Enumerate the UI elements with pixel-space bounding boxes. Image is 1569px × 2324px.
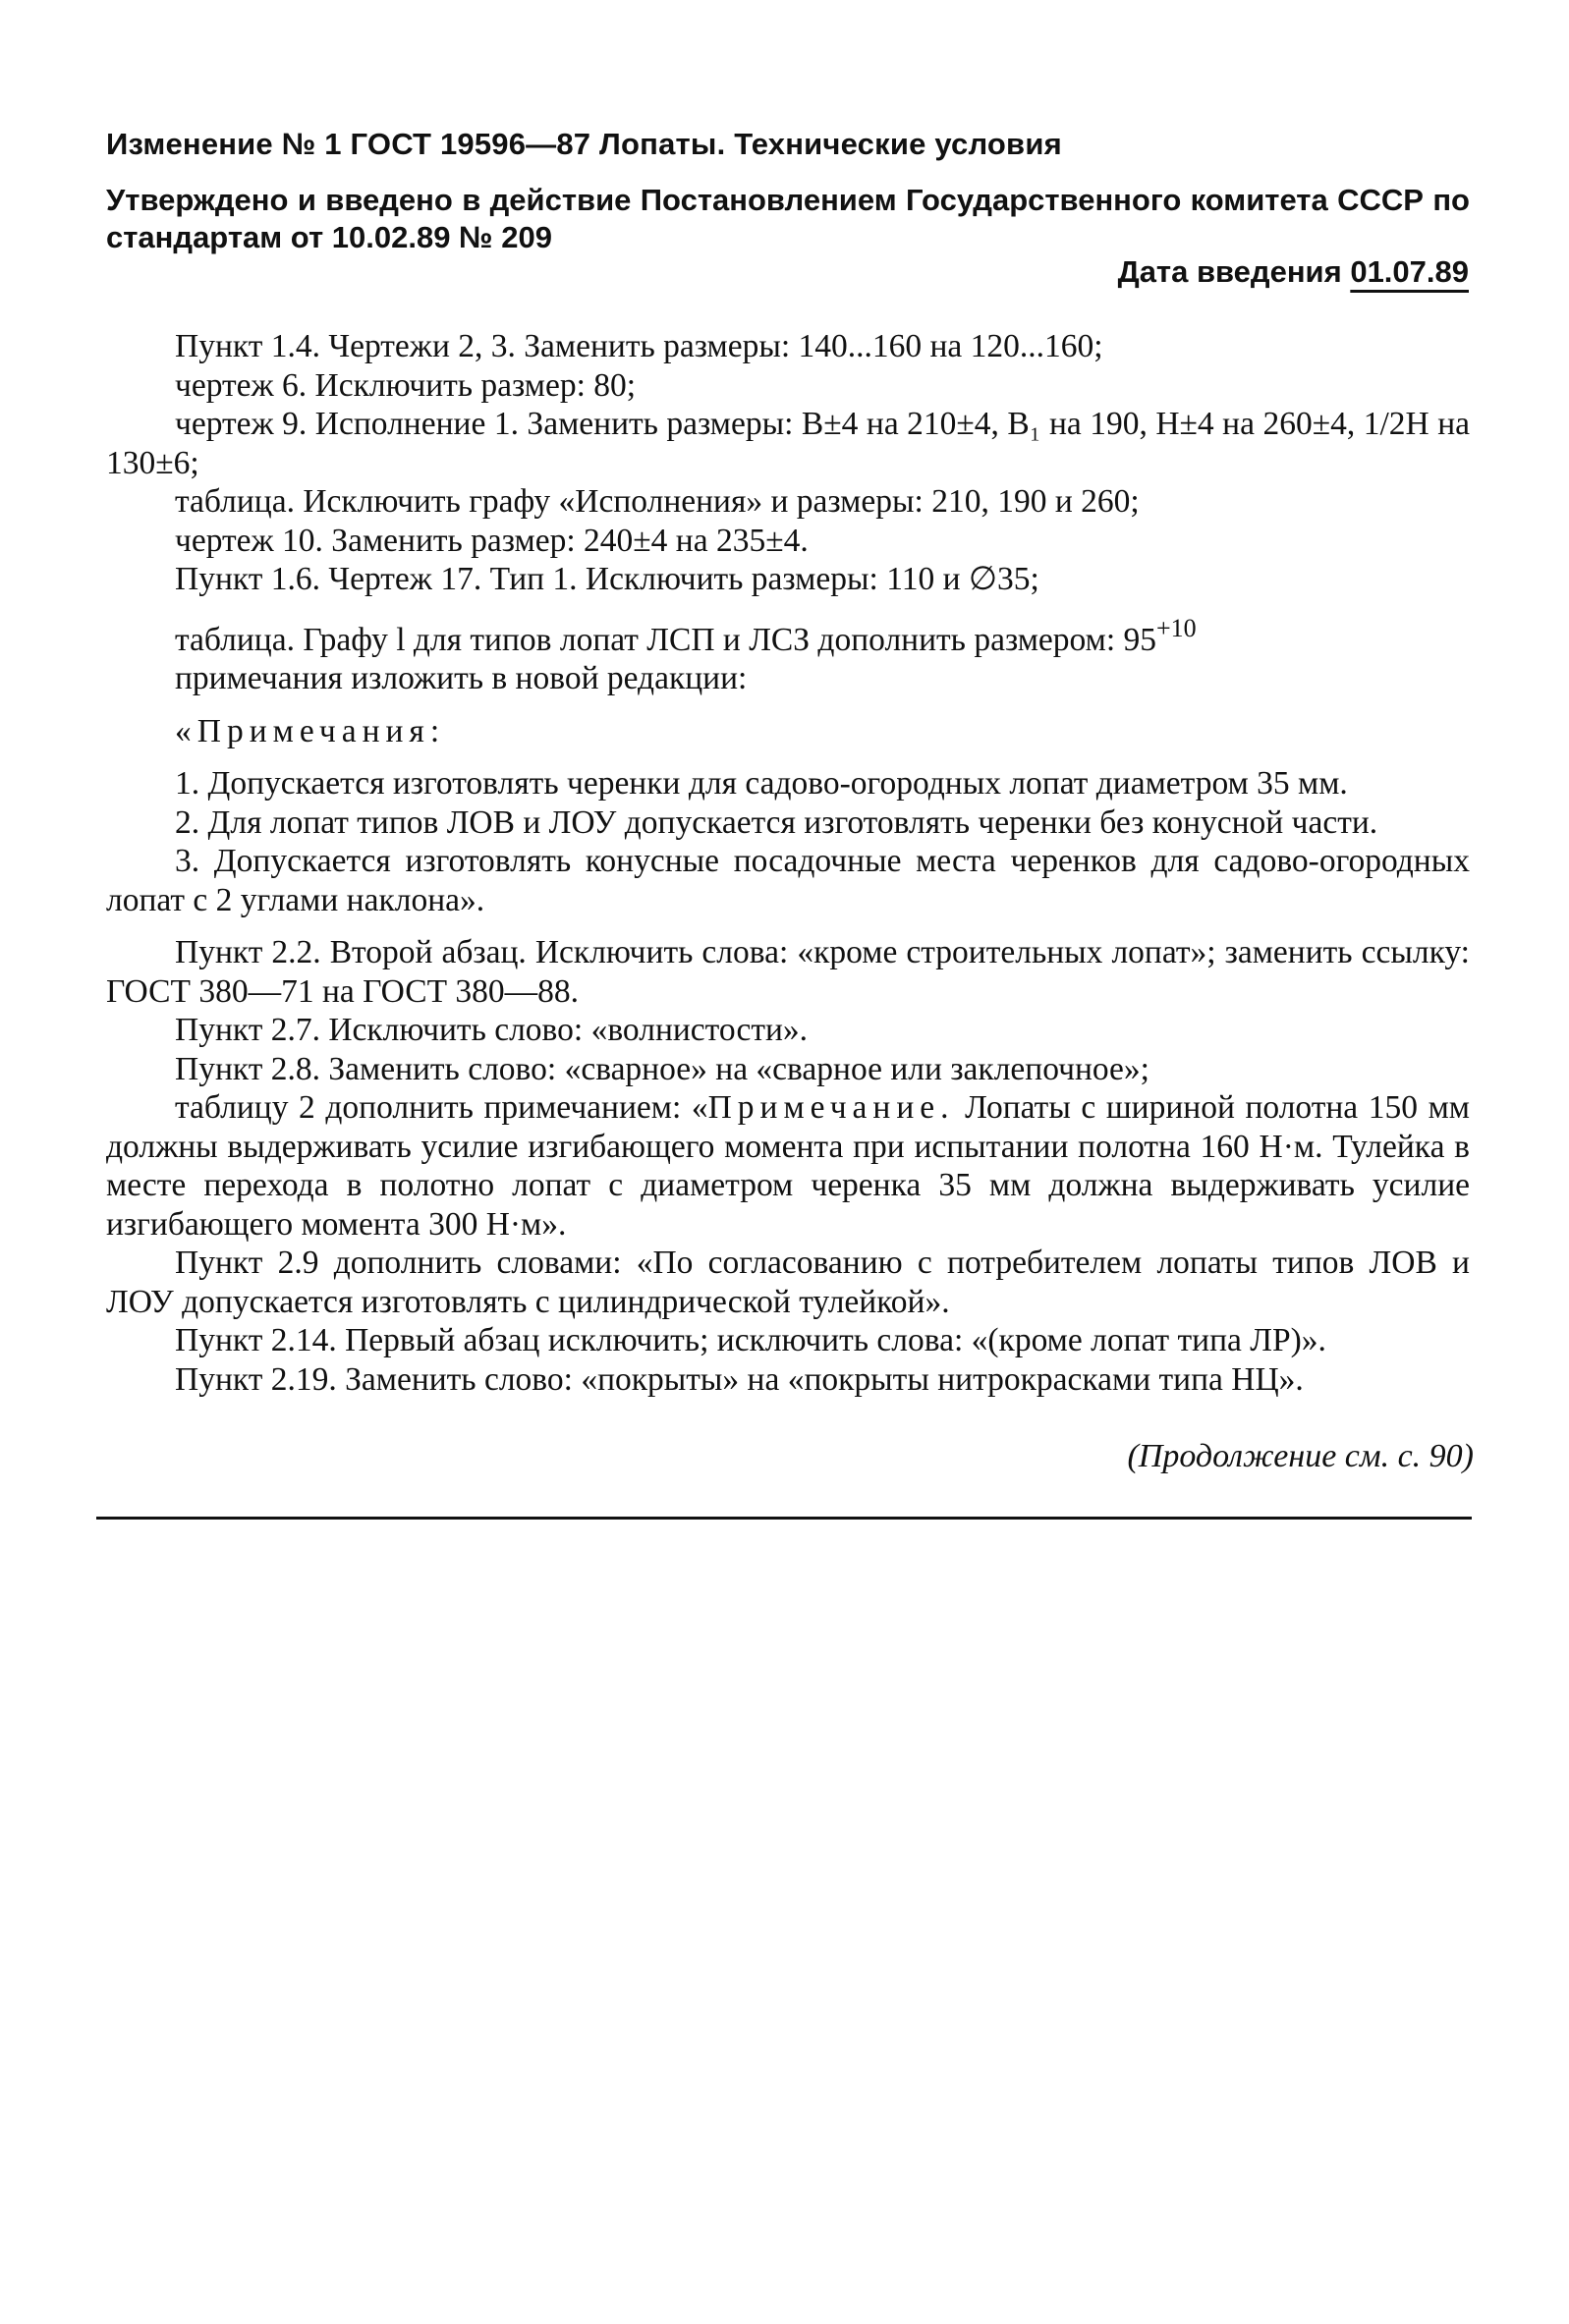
paragraph: Пункт 2.8. Заменить слово: «сварное» на «сварное или заклепочное»;: [175, 1050, 1149, 1087]
paragraph: примечания изложить в новой редакции:: [175, 660, 748, 696]
paragraph: Пункт 1.6. Чертеж 17. Тип 1. Исключить размеры: 110 и ∅35;: [175, 561, 1039, 597]
effective-date-label: Дата введения: [1117, 254, 1351, 289]
paragraph: Пункт 2.2. Второй абзац. Исключить слова: «кроме строительных лопат»; заменить ссылку: ГОСТ 380—71 на ГОСТ 380—88.: [106, 934, 1470, 1010]
paragraph: таблица. Исключить графу «Исполнения» и размеры: 210, 190 и 260;: [175, 483, 1140, 520]
note-item: 3. Допускается изготовлять конусные посадочные места черенков для садово-огородных лопат с 2 углами наклона».: [106, 843, 1470, 918]
paragraph-text: таблица. Графу l для типов лопат ЛСП и ЛСЗ дополнить размером: 95: [175, 621, 1157, 658]
document-title: Изменение № 1 ГОСТ 19596—87 Лопаты. Технические условия: [106, 127, 1062, 161]
paragraph: чертеж 6. Исключить размер: 80;: [175, 366, 637, 404]
paragraph: чертеж 9. Исполнение 1. Заменить размеры: B±4 на 210±4, B₁ на 190, H±4 на 260±4, 1/2H на 130±6;: [106, 406, 1470, 481]
paragraph: Пункт 2.9 дополнить словами: «По согласованию с потребителем лопаты типов ЛОВ и ЛОУ допускается изготовлять с цилиндрической тулейкой».: [106, 1245, 1470, 1320]
paragraph: чертеж 10. Заменить размер: 240±4 на 235±4.: [175, 522, 809, 559]
note-label: Примечание.: [707, 1089, 955, 1126]
paragraph: Пункт 2.19. Заменить слово: «покрыты» на «покрыты нитрокрасками типа НЦ».: [175, 1360, 1304, 1398]
effective-date-value: 01.07.89: [1350, 254, 1469, 289]
paragraph: [106, 609, 1470, 660]
notes-heading: «Примечания:: [175, 712, 446, 749]
amendment-body: [106, 327, 1470, 1399]
paragraph: Пункт 2.14. Первый абзац исключить; исключить слова: «(кроме лопат типа ЛР)».: [175, 1322, 1326, 1358]
approval-statement: Утверждено и введено в действие Постановлением Государственного комитета СССР по стандартам от 10.02.89 № 209: [106, 183, 1470, 254]
paragraph: Пункт 2.7. Исключить слово: «волнистости».: [175, 1012, 809, 1048]
paragraph-text: таблицу 2 дополнить примечанием: «: [175, 1089, 708, 1126]
note-item: 2. Для лопат типов ЛОВ и ЛОУ допускается изготовлять черенки без конусной части.: [175, 803, 1378, 841]
paragraph: Пункт 1.4. Чертежи 2, 3. Заменить размеры: 140...160 на 120...160;: [175, 328, 1103, 364]
note-item: 1. Допускается изготовлять черенки для садово-огородных лопат диаметром 35 мм.: [175, 765, 1348, 802]
paragraph-text: Лопаты с шириной полотна 150 мм должны выдерживать усилие изгибающего момента при испытании полотна 160 Н·м. Тулейка в месте перехода в полотно лопат с диаметром черенка 35 мм должна выдерживать усилие изгибающего момента 300 Н·м».: [106, 1089, 1470, 1243]
bottom-rule: [96, 1517, 1472, 1520]
continuation-note: (Продолжение см. с. 90): [1127, 1438, 1474, 1474]
tolerance-superscript: +10: [1156, 613, 1197, 642]
effective-date: [106, 253, 1469, 291]
paragraph: [106, 1088, 1470, 1244]
